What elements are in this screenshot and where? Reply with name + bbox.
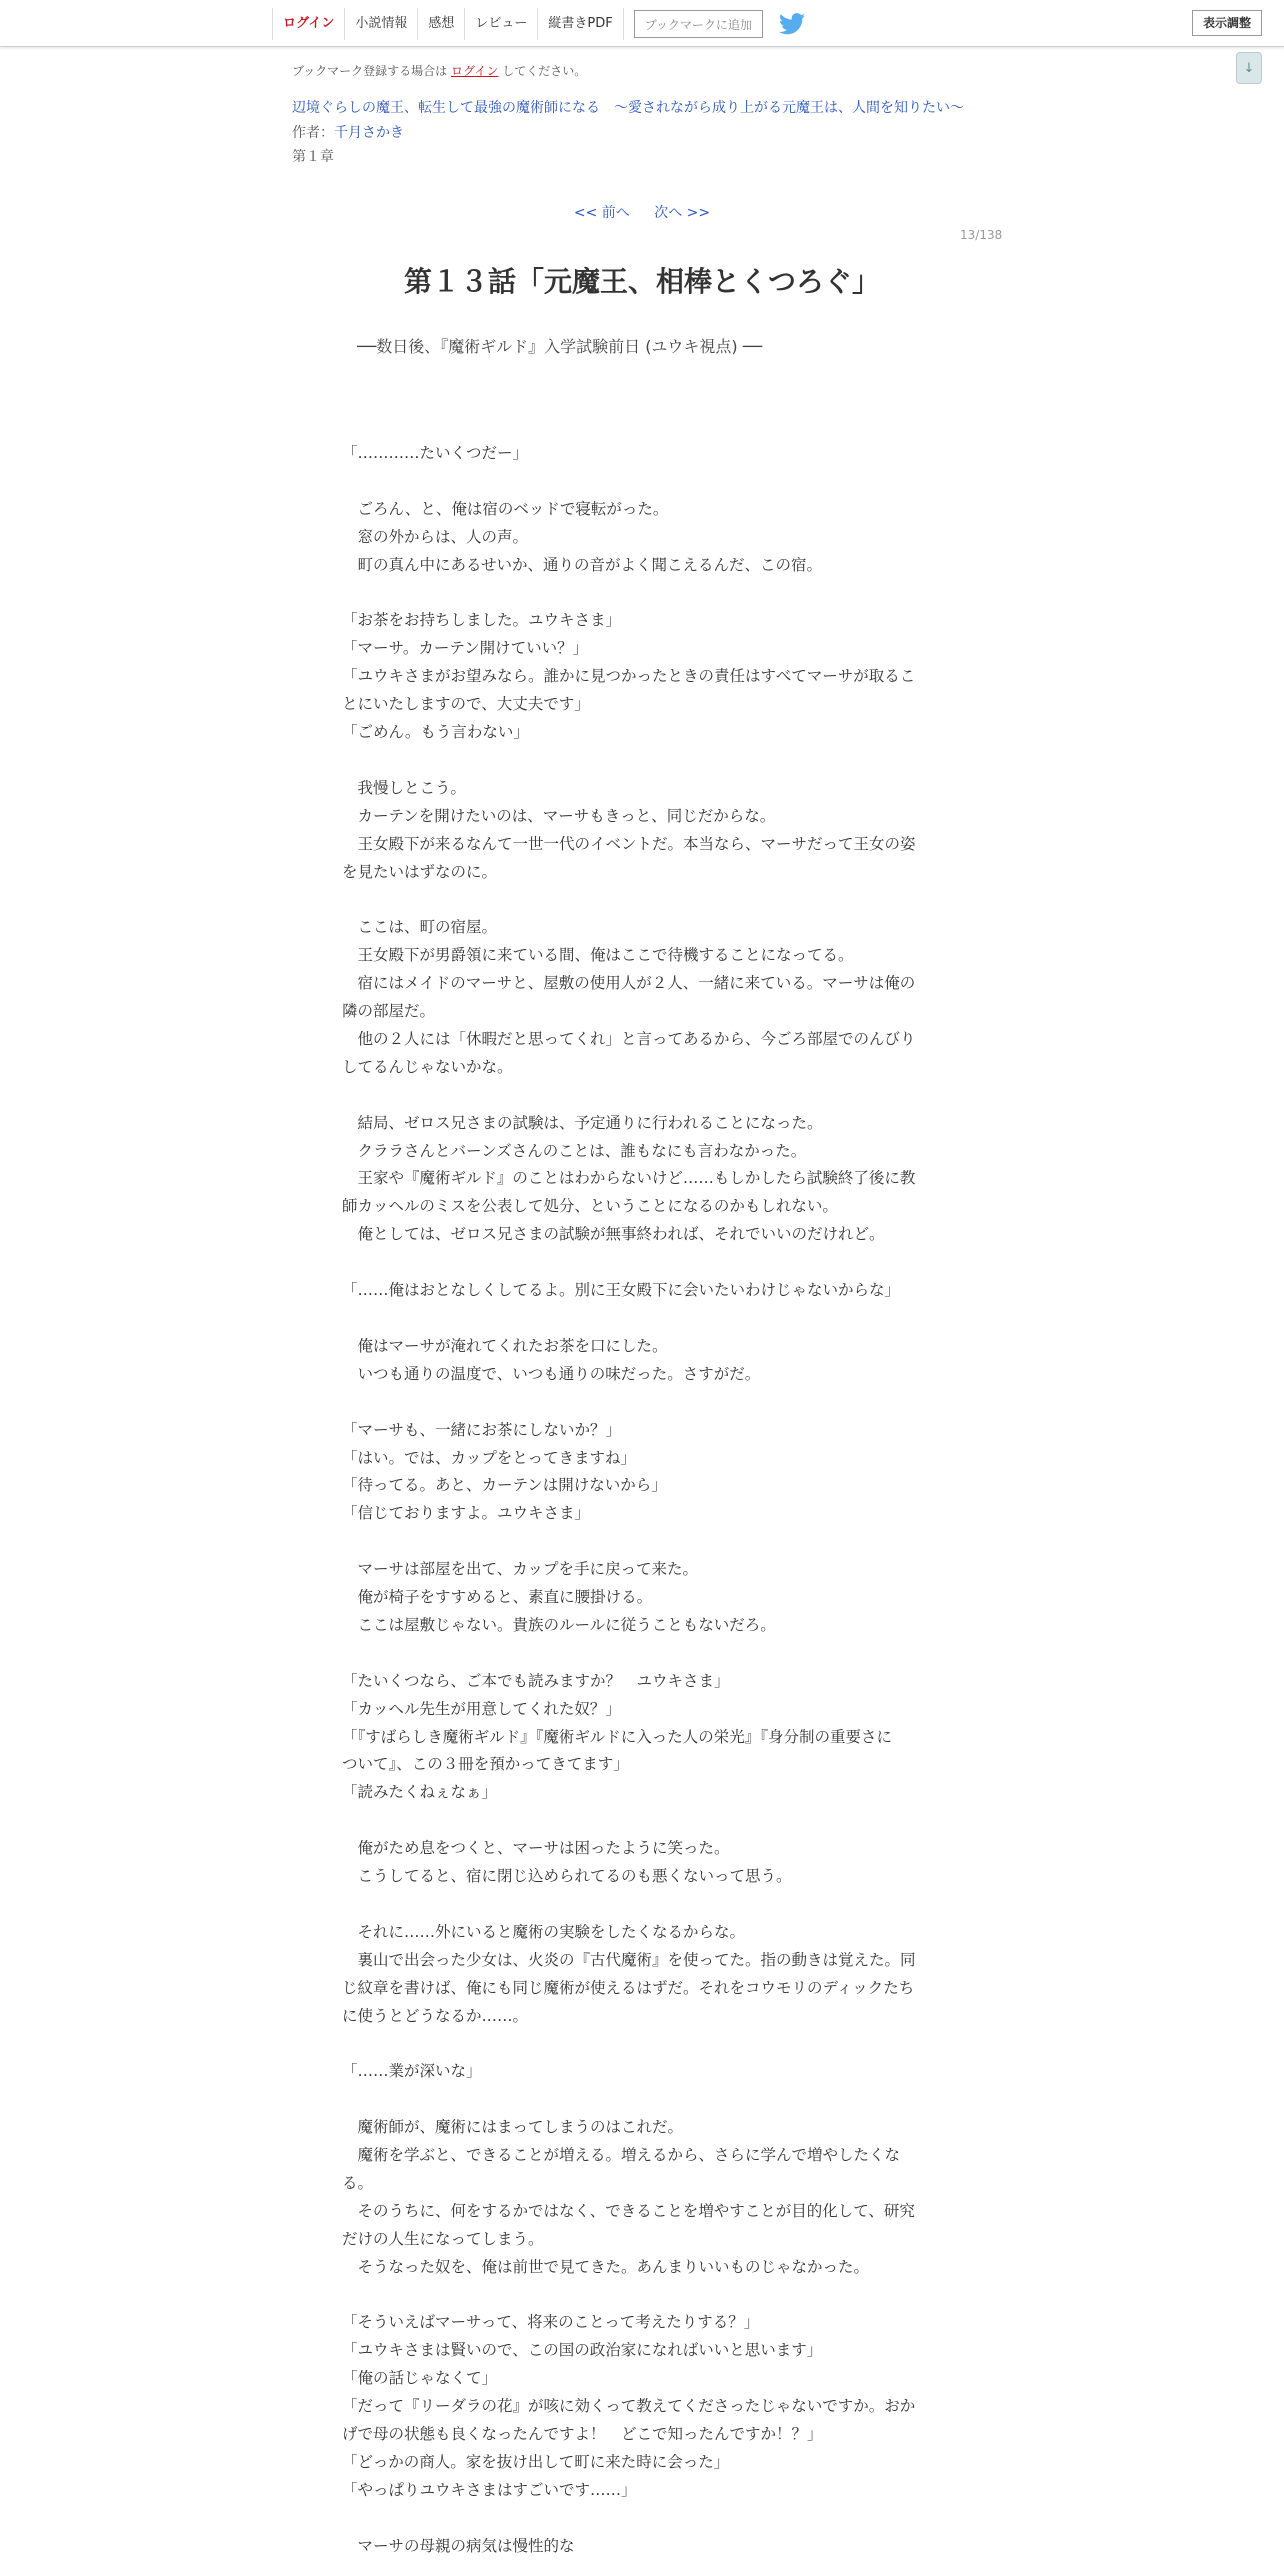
body-line: 「『すばらしき魔術ギルド』『魔術ギルドに入った人の栄光』『身分制の重要さに xyxy=(342,1727,892,1746)
body-line: 「読みたくねぇなぁ」 xyxy=(342,1783,498,1802)
body-line: 師カッヘルのミスを公表して処分、ということになるのかもしれない。 xyxy=(342,1197,838,1216)
body-line: 魔術を学ぶと、できることが増える。増えるから、さらに学んで増やしたくな xyxy=(342,2146,901,2165)
blank-line xyxy=(342,1389,942,1417)
body-line: 窓の外からは、人の声。 xyxy=(342,527,529,546)
body-line: それに……外にいると魔術の実験をしたくなるからな。 xyxy=(342,1922,746,1941)
notice-suffix: してください。 xyxy=(502,64,587,78)
scroll-down-button[interactable]: ↓ xyxy=(1236,52,1262,84)
blank-line xyxy=(342,1528,942,1556)
body-line: 「マーサ。カーテン開けていい？」 xyxy=(342,639,589,658)
body-line: に使うとどうなるか……。 xyxy=(342,2006,529,2025)
twitter-icon[interactable] xyxy=(779,13,805,35)
blank-line xyxy=(342,1891,942,1919)
blank-line xyxy=(342,2086,942,2114)
body-line: 宿にはメイドのマーサと、屋敷の使用人が２人、一緒に来ている。マーサは俺の xyxy=(342,974,916,993)
body-line: だけの人生になってしまう。 xyxy=(342,2229,544,2248)
body-line: こうしてると、宿に閉じ込められてるのも悪くないって思う。 xyxy=(342,1867,792,1886)
body-line: 俺が椅子をすすめると、素直に腰掛ける。 xyxy=(342,1588,653,1607)
body-line: 「信じておりますよ。ユウキさま」 xyxy=(342,1504,591,1523)
blank-line xyxy=(342,1807,942,1835)
body-line: ついて』、この３冊を預かってきてます」 xyxy=(342,1755,629,1774)
body-line: 「どっかの商人。家を抜け出して町に来た時に会った」 xyxy=(342,2453,730,2472)
body-line: 他の２人には「休暇だと思ってくれ」と言ってあるから、今ごろ部屋でのんびり xyxy=(342,1029,916,1048)
author-line xyxy=(292,122,404,142)
novel-info-link[interactable]: 小説情報 xyxy=(345,8,418,40)
chapter-title: 第１章 xyxy=(292,149,334,165)
blank-line xyxy=(342,1249,942,1277)
top-bar xyxy=(0,0,1284,47)
main-nav xyxy=(272,8,805,40)
bookmark-login-notice xyxy=(292,62,586,79)
notice-prefix: ブックマーク登録する場合は xyxy=(292,64,448,78)
body-line: 俺としては、ゼロス兄さまの試験が無事終われば、それでいいのだけれど。 xyxy=(342,1225,885,1244)
body-line: じ紋章を書けば、俺にも同じ魔術が使えるはずだ。それをコウモリのディックたち xyxy=(342,1978,915,1997)
author-link[interactable]: 千月さかき xyxy=(334,125,404,141)
body-line: げで母の状態も良くなったんですよ！ どこで知ったんですか！？」 xyxy=(342,2425,823,2444)
impression-link[interactable]: 感想 xyxy=(418,8,465,40)
body-line: そうなった奴を、俺は前世で見てきた。あんまりいいものじゃなかった。 xyxy=(342,2257,870,2276)
body-line: 俺がため息をつくと、マーサは困ったように笑った。 xyxy=(342,1839,730,1858)
body-line: 我慢しとこう。 xyxy=(342,778,467,797)
body-line: 「……業が深いな」 xyxy=(342,2062,482,2081)
body-line: とにいたしますので、大丈夫です」 xyxy=(342,695,590,714)
body-line: 王家や『魔術ギルド』のことはわからないけど……もしかしたら試験終了後に教 xyxy=(342,1169,916,1188)
body-line: マーサは部屋を出て、カップを手に戻って来た。 xyxy=(342,1560,699,1579)
body-line: る。 xyxy=(342,2173,374,2192)
body-line: 「待ってる。あと、カーテンは開けないから」 xyxy=(342,1476,667,1495)
body-line: 「ユウキさまがお望みなら。誰かに見つかったときの責任はすべてマーサが取るこ xyxy=(342,667,916,686)
body-line: 王女殿下が来るなんて一世一代のイベントだ。本当なら、マーサだって王女の姿 xyxy=(342,834,916,853)
blank-line xyxy=(342,2282,942,2310)
body-line: ごろん、と、俺は宿のベッドで寝転がった。 xyxy=(342,499,669,518)
episode-title: 第１３話「元魔王、相棒とくつろぐ」 xyxy=(403,265,880,298)
episode-number: 13/138 xyxy=(960,228,1003,242)
blank-line xyxy=(342,1082,942,1110)
body-line: を見たいはずなのに。 xyxy=(342,862,498,881)
blank-line xyxy=(342,1640,942,1668)
prev-episode-link[interactable]: << 前へ xyxy=(573,205,630,221)
review-link[interactable]: レビュー xyxy=(465,8,538,40)
body-line: 「マーサも、一緒にお茶にしないか？」 xyxy=(342,1420,622,1439)
body-line: 「ユウキさまは賢いので、この国の政治家になればいいと思います」 xyxy=(342,2341,823,2360)
body-line: そのうちに、何をするかではなく、できることを増やすことが目的化して、研究 xyxy=(342,2201,915,2220)
login-link[interactable]: ログイン xyxy=(273,8,345,40)
body-line: クララさんとバーンズさんのことは、誰もなにも言わなかった。 xyxy=(342,1141,807,1160)
blank-line xyxy=(342,886,942,914)
episode-subtitle: ──数日後、『魔術ギルド』入学試験前日 (ユウキ視点) ── xyxy=(357,337,763,356)
body-line: 「やっぱりユウキさまはすごいです……」 xyxy=(342,2480,637,2499)
body-line: 魔術師が、魔術にはまってしまうのはこれだ。 xyxy=(342,2118,684,2137)
blank-line xyxy=(342,2030,942,2058)
body-line: 「……俺はおとなしくしてるよ。別に王女殿下に会いたいわけじゃないからな」 xyxy=(342,1281,901,1300)
body-line: 「そういえばマーサって、将来のことって考えたりする？」 xyxy=(342,2313,760,2332)
blank-line xyxy=(342,580,942,608)
body-line: 「ごめん。もう言わない」 xyxy=(342,723,529,742)
body-line: 王女殿下が男爵領に来ている間、俺はここで待機することになってる。 xyxy=(342,946,854,965)
blank-line xyxy=(342,2505,942,2533)
body-line: ここは、町の宿屋。 xyxy=(342,918,498,937)
body-line: ここは屋敷じゃない。貴族のルールに従うこともないだろ。 xyxy=(342,1615,776,1634)
body-line: マーサの母親の病気は慢性的な xyxy=(342,2536,575,2555)
body-line: 町の真ん中にあるせいか、通りの音がよく聞こえるんだ、この宿。 xyxy=(342,555,823,574)
body-line: カーテンを開けたいのは、マーサもきっと、同じだからな。 xyxy=(342,806,776,825)
blank-line xyxy=(342,1305,942,1333)
notice-login-link[interactable]: ログイン xyxy=(451,64,499,78)
blank-line xyxy=(342,747,942,775)
body-line: 俺はマーサが淹れてくれたお茶を口にした。 xyxy=(342,1336,668,1355)
next-episode-link[interactable]: 次へ >> xyxy=(654,205,711,221)
body-line: 結局、ゼロス兄さまの試験は、予定通りに行われることになった。 xyxy=(342,1113,823,1132)
body-line: 「お茶をお持ちしました。ユウキさま」 xyxy=(342,611,622,630)
body-line: 裏山で出会った少女は、火炎の『古代魔術』を使ってた。指の動きは覚えた。同 xyxy=(342,1950,916,1969)
episode-pager xyxy=(0,202,1284,222)
vertical-pdf-link[interactable]: 縦書きPDF xyxy=(538,8,623,40)
body-line: してるんじゃないかな。 xyxy=(342,1057,513,1076)
body-line: 「たいくつなら、ご本でも読みますか？ ユウキさま」 xyxy=(342,1671,730,1690)
display-settings-button[interactable]: 表示調整 xyxy=(1192,10,1262,36)
body-line: 「はい。では、カップをとってきますね」 xyxy=(342,1448,637,1467)
body-line: 「…………たいくつだー」 xyxy=(342,444,529,462)
body-line: 隣の部屋だ。 xyxy=(342,1002,436,1021)
blank-line xyxy=(342,468,942,496)
body-line: 「だって『リーダラの花』が咳に効くって教えてくださったじゃないですか。おか xyxy=(342,2397,916,2416)
author-label: 作者： xyxy=(292,125,334,141)
body-line: 「カッヘル先生が用意してくれた奴？」 xyxy=(342,1699,621,1718)
body-line: 「俺の話じゃなくて」 xyxy=(342,2369,498,2388)
body-line: いつも通りの温度で、いつも通りの味だった。さすがだ。 xyxy=(342,1364,761,1383)
novel-body xyxy=(342,440,942,2561)
add-bookmark-button[interactable]: ブックマークに追加 xyxy=(634,10,763,38)
series-title-link[interactable]: 辺境ぐらしの魔王、転生して最強の魔術師になる 〜愛されながら成り上がる元魔王は、人間を知りたい〜 xyxy=(292,100,964,116)
